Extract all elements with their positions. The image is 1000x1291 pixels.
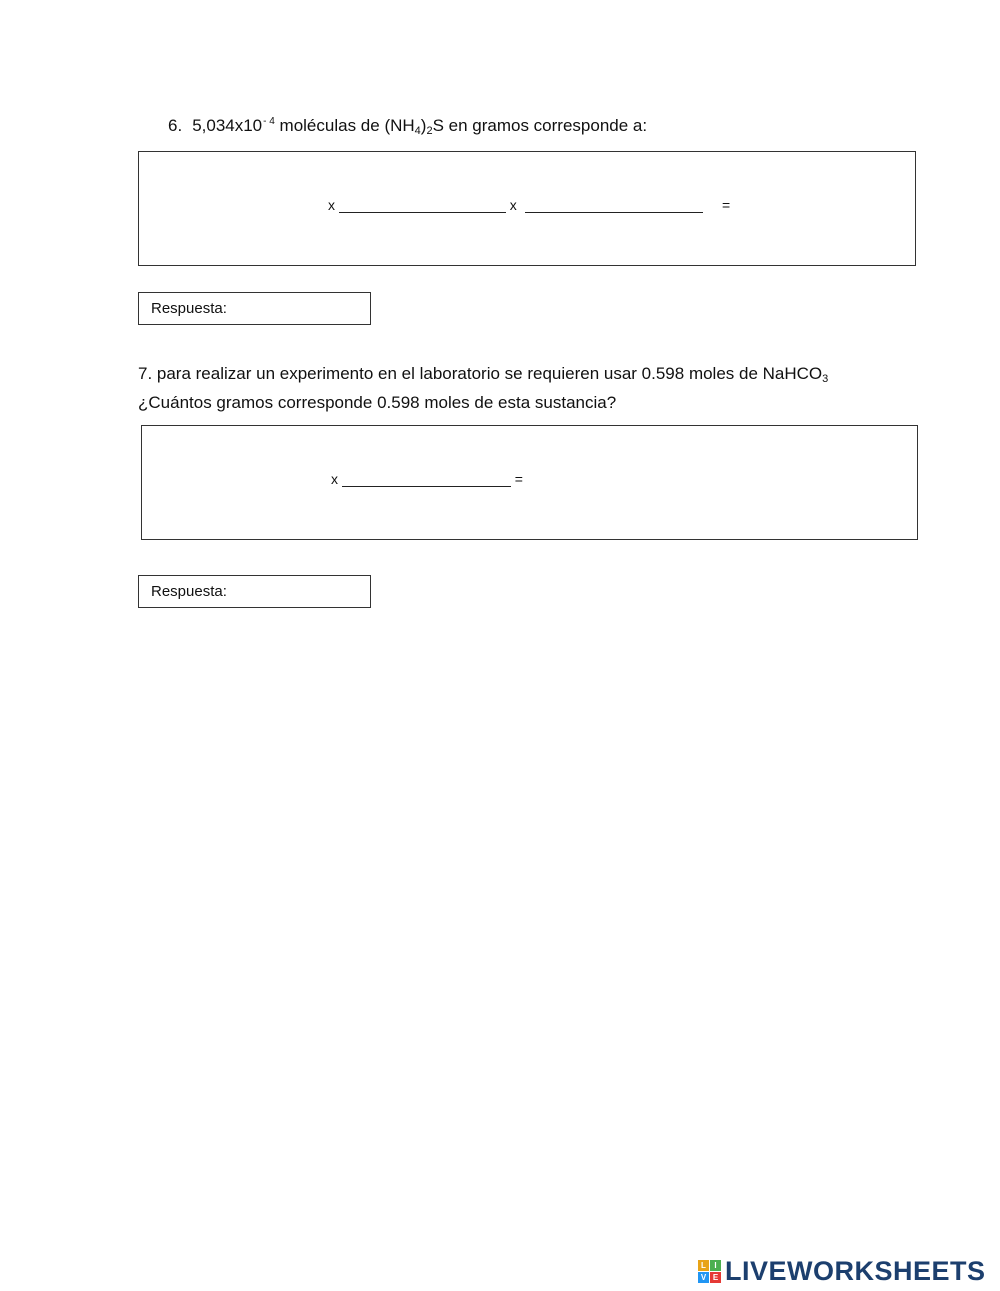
question-7-subscript: 3 xyxy=(822,373,829,385)
liveworksheets-logo xyxy=(698,1256,986,1287)
question-7-text xyxy=(138,362,828,414)
calculation-line-6 xyxy=(328,197,730,213)
question-7-line-2: ¿Cuántos gramos corresponde 0.598 moles de esta sustancia? xyxy=(138,393,617,412)
equals-sign: = xyxy=(514,471,523,487)
question-6-value: 5,034x10 xyxy=(192,116,263,135)
formula-sub-b: 2 xyxy=(426,125,433,137)
formula-sub-a: 4 xyxy=(414,125,421,137)
question-6-text-b: en gramos corresponde a: xyxy=(443,116,648,135)
answer-box-6[interactable] xyxy=(138,292,371,325)
question-6-exponent: - 4 xyxy=(263,116,275,127)
answer-label: Respuesta: xyxy=(151,583,227,600)
calculation-line-7 xyxy=(331,471,523,487)
question-7-line-1-text: 7. para realizar un experimento en el laboratorio se requieren usar 0.598 moles de NaHCO xyxy=(138,364,823,383)
logo-text: LIVEWORKSHEETS xyxy=(725,1256,986,1286)
multiply-sign: x xyxy=(328,197,335,213)
calculation-box-7 xyxy=(141,425,918,540)
answer-box-7[interactable] xyxy=(138,575,371,608)
logo-tile: V xyxy=(698,1272,709,1283)
logo-tile: E xyxy=(710,1272,721,1283)
logo-icon xyxy=(698,1260,721,1283)
answer-blank-6a[interactable] xyxy=(339,198,506,213)
answer-blank-7a[interactable] xyxy=(342,472,511,487)
formula-a: (NH xyxy=(384,116,415,135)
logo-tile: I xyxy=(710,1260,721,1271)
answer-label: Respuesta: xyxy=(151,300,227,317)
multiply-sign: x xyxy=(331,471,338,487)
formula-b: ) xyxy=(420,116,427,135)
question-7-line-1 xyxy=(138,362,828,391)
question-6-text-a: moléculas de xyxy=(274,116,385,135)
answer-blank-6b[interactable] xyxy=(525,198,703,213)
logo-tile: L xyxy=(698,1260,709,1271)
multiply-sign: x xyxy=(509,197,517,213)
question-6-number: 6. xyxy=(168,116,183,135)
equals-sign: = xyxy=(722,197,731,213)
formula-c: S xyxy=(432,116,444,135)
question-6-text xyxy=(168,116,647,137)
